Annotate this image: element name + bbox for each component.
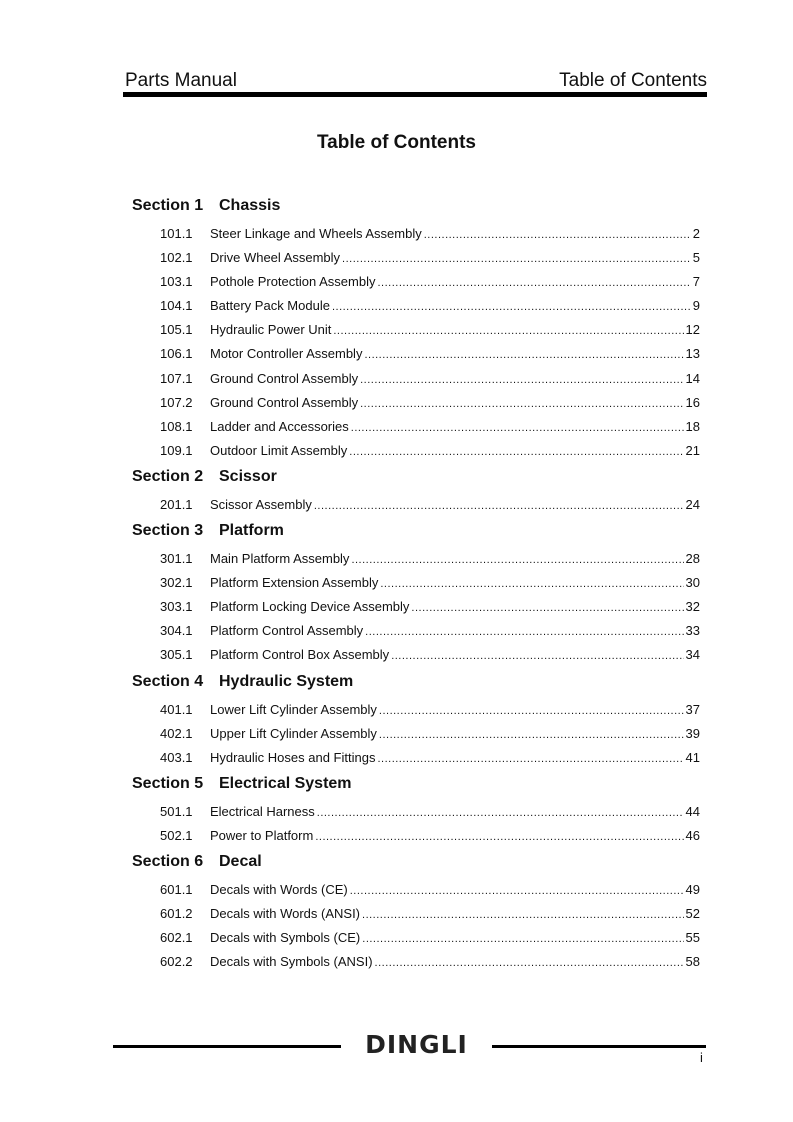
dot-leader bbox=[349, 440, 683, 464]
toc-entry[interactable] bbox=[132, 547, 700, 571]
section-name: Electrical System bbox=[219, 774, 352, 792]
dot-leader bbox=[424, 223, 691, 247]
footer-rule-right bbox=[492, 1045, 706, 1048]
dot-leader bbox=[342, 247, 691, 271]
section-name: Hydraulic System bbox=[219, 672, 354, 690]
toc-entry[interactable] bbox=[132, 926, 700, 950]
entry-page-number: 13 bbox=[685, 346, 700, 362]
section-name: Decal bbox=[219, 852, 262, 870]
entry-page-number: 16 bbox=[685, 394, 700, 410]
toc-entry[interactable] bbox=[132, 415, 700, 439]
toc-entry[interactable] bbox=[132, 571, 700, 595]
entry-page-number: 46 bbox=[685, 827, 700, 843]
entry-number: 601.2 bbox=[160, 906, 193, 922]
toc-entry[interactable] bbox=[132, 246, 700, 270]
entry-number: 501.1 bbox=[160, 803, 193, 819]
entry-title: Lower Lift Cylinder Assembly bbox=[210, 701, 377, 717]
entry-page-number: 2 bbox=[692, 226, 700, 241]
section-heading[interactable] bbox=[132, 465, 700, 489]
section-heading[interactable] bbox=[132, 519, 700, 543]
entry-page-number: 55 bbox=[685, 930, 700, 946]
section-label: Section 6 bbox=[132, 852, 204, 870]
entry-page-number: 14 bbox=[685, 370, 700, 386]
entry-number: 602.2 bbox=[160, 954, 193, 970]
entry-title: Scissor Assembly bbox=[210, 496, 312, 512]
dot-leader bbox=[315, 825, 683, 849]
entry-title: Platform Control Assembly bbox=[210, 623, 364, 639]
entry-title: Platform Locking Device Assembly bbox=[210, 599, 410, 615]
dot-leader bbox=[333, 319, 683, 343]
toc-entry[interactable] bbox=[132, 824, 700, 848]
entry-number: 502.1 bbox=[160, 827, 193, 843]
entry-title: Power to Platform bbox=[210, 827, 314, 843]
header-rule bbox=[123, 92, 707, 97]
entry-number: 303.1 bbox=[160, 599, 193, 615]
entry-title: Platform Extension Assembly bbox=[210, 575, 379, 591]
dot-leader bbox=[364, 343, 683, 367]
toc-entry[interactable] bbox=[132, 294, 700, 318]
header-right-text: Table of Contents bbox=[559, 70, 707, 91]
section-name: Scissor bbox=[219, 467, 277, 485]
entry-title: Steer Linkage and Wheels Assembly bbox=[210, 226, 422, 241]
section-label: Section 5 bbox=[132, 774, 204, 792]
page-header bbox=[125, 68, 707, 92]
entry-number: 107.1 bbox=[160, 370, 193, 386]
toc-section bbox=[132, 850, 700, 974]
dot-leader bbox=[314, 494, 684, 518]
entry-number: 403.1 bbox=[160, 749, 193, 765]
dot-leader bbox=[360, 368, 683, 392]
entry-number: 301.1 bbox=[160, 551, 193, 567]
page-title: Table of Contents bbox=[316, 132, 477, 153]
entry-page-number: 34 bbox=[685, 647, 700, 663]
toc-entry[interactable] bbox=[132, 367, 700, 391]
entry-title: Drive Wheel Assembly bbox=[210, 250, 341, 266]
entry-page-number: 39 bbox=[685, 725, 700, 741]
entry-page-number: 32 bbox=[685, 599, 700, 615]
dot-leader bbox=[375, 951, 684, 975]
entry-title: Motor Controller Assembly bbox=[210, 346, 363, 362]
toc-entry[interactable] bbox=[132, 595, 700, 619]
header-left-text: Parts Manual bbox=[125, 70, 237, 91]
toc-entry[interactable] bbox=[132, 222, 700, 246]
dot-leader bbox=[377, 271, 690, 295]
entry-page-number: 33 bbox=[685, 623, 700, 639]
section-label: Section 4 bbox=[132, 672, 204, 690]
entry-title: Decals with Words (CE) bbox=[210, 881, 348, 897]
entry-page-number: 52 bbox=[685, 906, 700, 922]
toc-entry[interactable] bbox=[132, 643, 700, 667]
dingli-logo: DINGLI bbox=[365, 1030, 468, 1059]
entry-title: Ladder and Accessories bbox=[210, 418, 349, 434]
dot-leader bbox=[350, 879, 684, 903]
toc-entry[interactable] bbox=[132, 439, 700, 463]
entry-page-number: 7 bbox=[692, 274, 700, 290]
toc-section bbox=[132, 772, 700, 848]
entry-title: Ground Control Assembly bbox=[210, 370, 359, 386]
entry-page-number: 21 bbox=[685, 442, 700, 458]
entry-number: 104.1 bbox=[160, 298, 193, 314]
toc-entry[interactable] bbox=[132, 391, 700, 415]
dot-leader bbox=[317, 801, 684, 825]
entry-page-number: 30 bbox=[685, 575, 700, 591]
toc-entry[interactable] bbox=[132, 619, 700, 643]
dot-leader bbox=[411, 596, 683, 620]
dot-leader bbox=[360, 392, 683, 416]
entry-page-number: 18 bbox=[685, 418, 700, 434]
toc-section bbox=[132, 194, 700, 463]
toc-entry[interactable] bbox=[132, 878, 700, 902]
toc-section bbox=[132, 519, 700, 667]
entry-title: Battery Pack Module bbox=[210, 298, 330, 314]
entry-page-number: 24 bbox=[685, 496, 700, 512]
toc-entry[interactable] bbox=[132, 698, 700, 722]
toc-entry[interactable] bbox=[132, 746, 700, 770]
dot-leader bbox=[351, 548, 683, 572]
entry-number: 107.2 bbox=[160, 394, 193, 410]
entry-number: 109.1 bbox=[160, 442, 193, 458]
entry-page-number: 41 bbox=[685, 749, 700, 765]
section-name: Platform bbox=[219, 522, 284, 540]
section-name: Chassis bbox=[219, 197, 281, 214]
section-heading[interactable] bbox=[132, 772, 700, 796]
entry-title: Decals with Symbols (ANSI) bbox=[210, 954, 373, 970]
footer-rule-left bbox=[113, 1045, 341, 1048]
section-heading[interactable] bbox=[132, 670, 700, 694]
entry-number: 105.1 bbox=[160, 322, 193, 338]
entry-number: 304.1 bbox=[160, 623, 193, 639]
entry-number: 401.1 bbox=[160, 701, 193, 717]
toc-section bbox=[132, 465, 700, 517]
entry-page-number: 9 bbox=[692, 298, 700, 314]
entry-title: Decals with Symbols (CE) bbox=[210, 930, 361, 946]
entry-page-number: 44 bbox=[685, 803, 700, 819]
entry-number: 602.1 bbox=[160, 930, 193, 946]
section-heading[interactable] bbox=[132, 850, 700, 874]
entry-title: Hydraulic Hoses and Fittings bbox=[210, 749, 376, 765]
dot-leader bbox=[391, 644, 683, 668]
toc-entry[interactable] bbox=[132, 270, 700, 294]
entry-number: 103.1 bbox=[160, 274, 193, 290]
toc-entry[interactable] bbox=[132, 902, 700, 926]
toc-entry[interactable] bbox=[132, 342, 700, 366]
entry-title: Outdoor Limit Assembly bbox=[210, 442, 348, 458]
entry-number: 101.1 bbox=[160, 226, 193, 241]
toc-entry[interactable] bbox=[132, 493, 700, 517]
toc-entry[interactable] bbox=[132, 318, 700, 342]
toc-entry[interactable] bbox=[132, 800, 700, 824]
entry-number: 108.1 bbox=[160, 418, 193, 434]
dot-leader bbox=[380, 572, 683, 596]
entry-title: Main Platform Assembly bbox=[210, 551, 350, 567]
dot-leader bbox=[351, 416, 684, 440]
entry-page-number: 37 bbox=[685, 701, 700, 717]
entry-number: 302.1 bbox=[160, 575, 193, 591]
entry-title: Ground Control Assembly bbox=[210, 394, 359, 410]
toc-entry[interactable] bbox=[132, 722, 700, 746]
dot-leader bbox=[365, 620, 683, 644]
entry-page-number: 58 bbox=[685, 954, 700, 970]
entry-page-number: 12 bbox=[685, 322, 700, 338]
toc-section bbox=[132, 670, 700, 770]
entry-title: Hydraulic Power Unit bbox=[210, 322, 332, 338]
section-label: Section 3 bbox=[132, 522, 204, 540]
dot-leader bbox=[379, 699, 684, 723]
entry-page-number: 28 bbox=[685, 551, 700, 567]
entry-number: 305.1 bbox=[160, 647, 193, 663]
section-label: Section 2 bbox=[132, 467, 204, 485]
dot-leader bbox=[379, 723, 684, 747]
entry-number: 106.1 bbox=[160, 346, 193, 362]
dot-leader bbox=[362, 903, 684, 927]
toc-entry[interactable] bbox=[132, 950, 700, 974]
entry-title: Electrical Harness bbox=[210, 803, 315, 819]
dot-leader bbox=[362, 927, 683, 951]
section-heading[interactable] bbox=[132, 194, 700, 218]
entry-page-number: 5 bbox=[692, 250, 700, 266]
entry-title: Decals with Words (ANSI) bbox=[210, 906, 361, 922]
dot-leader bbox=[377, 747, 683, 771]
entry-page-number: 49 bbox=[685, 881, 700, 897]
entry-title: Pothole Protection Assembly bbox=[210, 274, 376, 290]
entry-number: 102.1 bbox=[160, 250, 193, 266]
entry-title: Upper Lift Cylinder Assembly bbox=[210, 725, 377, 741]
entry-title: Platform Control Box Assembly bbox=[210, 647, 390, 663]
page-number: i bbox=[700, 1050, 703, 1065]
entry-number: 601.1 bbox=[160, 881, 193, 897]
section-label: Section 1 bbox=[132, 197, 204, 214]
entry-number: 201.1 bbox=[160, 496, 193, 512]
dot-leader bbox=[332, 295, 691, 319]
table-of-contents bbox=[132, 194, 700, 976]
entry-number: 402.1 bbox=[160, 725, 193, 741]
